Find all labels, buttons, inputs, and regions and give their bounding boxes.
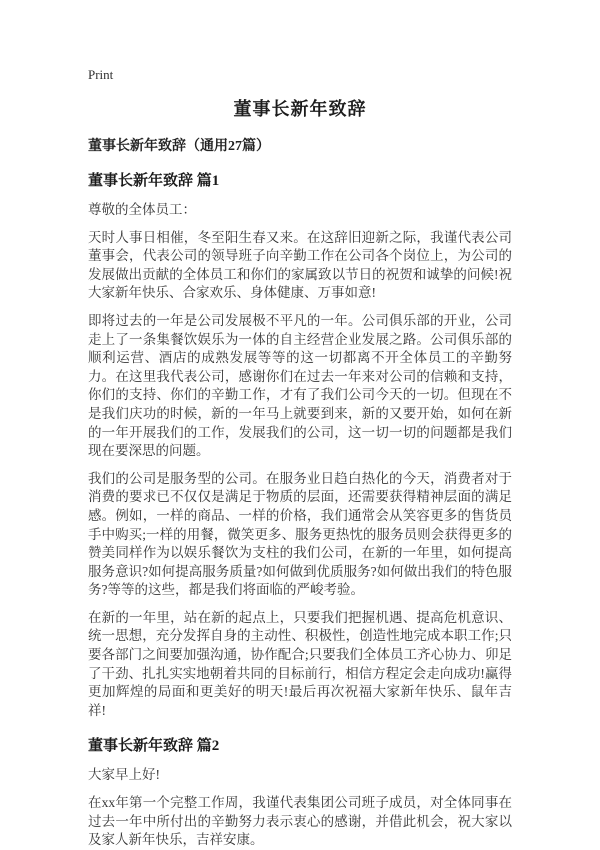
section-heading: 董事长新年致辞 篇2 <box>88 738 220 755</box>
print-button[interactable]: Print <box>88 67 114 82</box>
speech-section-2 <box>88 734 512 849</box>
paragraph: 在xx年第一个完整工作周，我谨代表集团公司班子成员，对全体同事在过去一年中所付出的辛勤努力表示衷心的感谢，并借此机会，祝大家以及家人新年快乐，吉祥安康。 <box>88 795 512 848</box>
paragraph: 我们的公司是服务型的公司。在服务业日趋白热化的今天，消费者对于消费的要求已不仅仅是满足于物质的层面，还需要获得精神层面的满足感。例如，一样的商品、一样的价格，我们通常会从笑容更多的售货员手中购买;一样的用餐，微笑更多、服务更热忱的服务员则会获得更多的赞美同样作为以娱乐餐饮为支柱的我们公司，在新的一年里，如何提高服务意识?如何提高服务质量?如何做到优质服务?如何做出我们的特色服务?等等的这些，都是我们将面临的严峻考验。 <box>88 470 512 598</box>
paragraph: 天时人事日相催，冬至阳生春又来。在这辞旧迎新之际，我谨代表公司董事会，代表公司的领导班子向辛勤工作在公司各个岗位上，为公司的发展做出贡献的全体员工和你们的家属致以节日的祝贺和诚挚的问候!祝大家新年快乐、合家欢乐、身体健康、万事如意! <box>88 229 512 301</box>
salutation: 大家早上好! <box>88 767 160 783</box>
document-subtitle: 董事长新年致辞（通用27篇） <box>88 139 270 154</box>
paragraph: 即将过去的一年是公司发展极不平凡的一年。公司俱乐部的开业，公司走上了一条集餐饮娱乐为一体的自主经营企业发展之路。公司俱乐部的顺利运营、酒店的成熟发展等等的这一切都离不开全体员工的辛勤努力。在这里我代表公司，感谢你们在过去一年来对公司的信赖和支持，你们的支持、你们的辛勤工作，才有了我们公司今天的一切。但现在不是我们庆功的时候，新的一年马上就要到来，新的又要开始，如何在新的一年开展我们的工作，发展我们的公司，这一切一切的问题都是我们现在要深思的问题。 <box>88 312 512 459</box>
page-title: 董事长新年致辞 <box>233 99 367 119</box>
salutation: 尊敬的全体员工： <box>88 202 196 217</box>
paragraph: 在新的一年里，站在新的起点上，只要我们把握机遇、提高危机意识、统一思想，充分发挥自身的主动性、积极性，创造性地完成本职工作;只要各部门之间要加强沟通，协作配合;只要我们全体员工齐心协力、卯足了干劲、扎扎实实地朝着共同的目标前行，相信方程定会走向成功!赢得更加辉煌的局面和更美好的明天!最后再次祝福大家新年快乐、鼠年吉祥! <box>88 609 512 718</box>
section-heading: 董事长新年致辞 篇1 <box>88 173 220 189</box>
speech-section-1 <box>88 169 512 720</box>
